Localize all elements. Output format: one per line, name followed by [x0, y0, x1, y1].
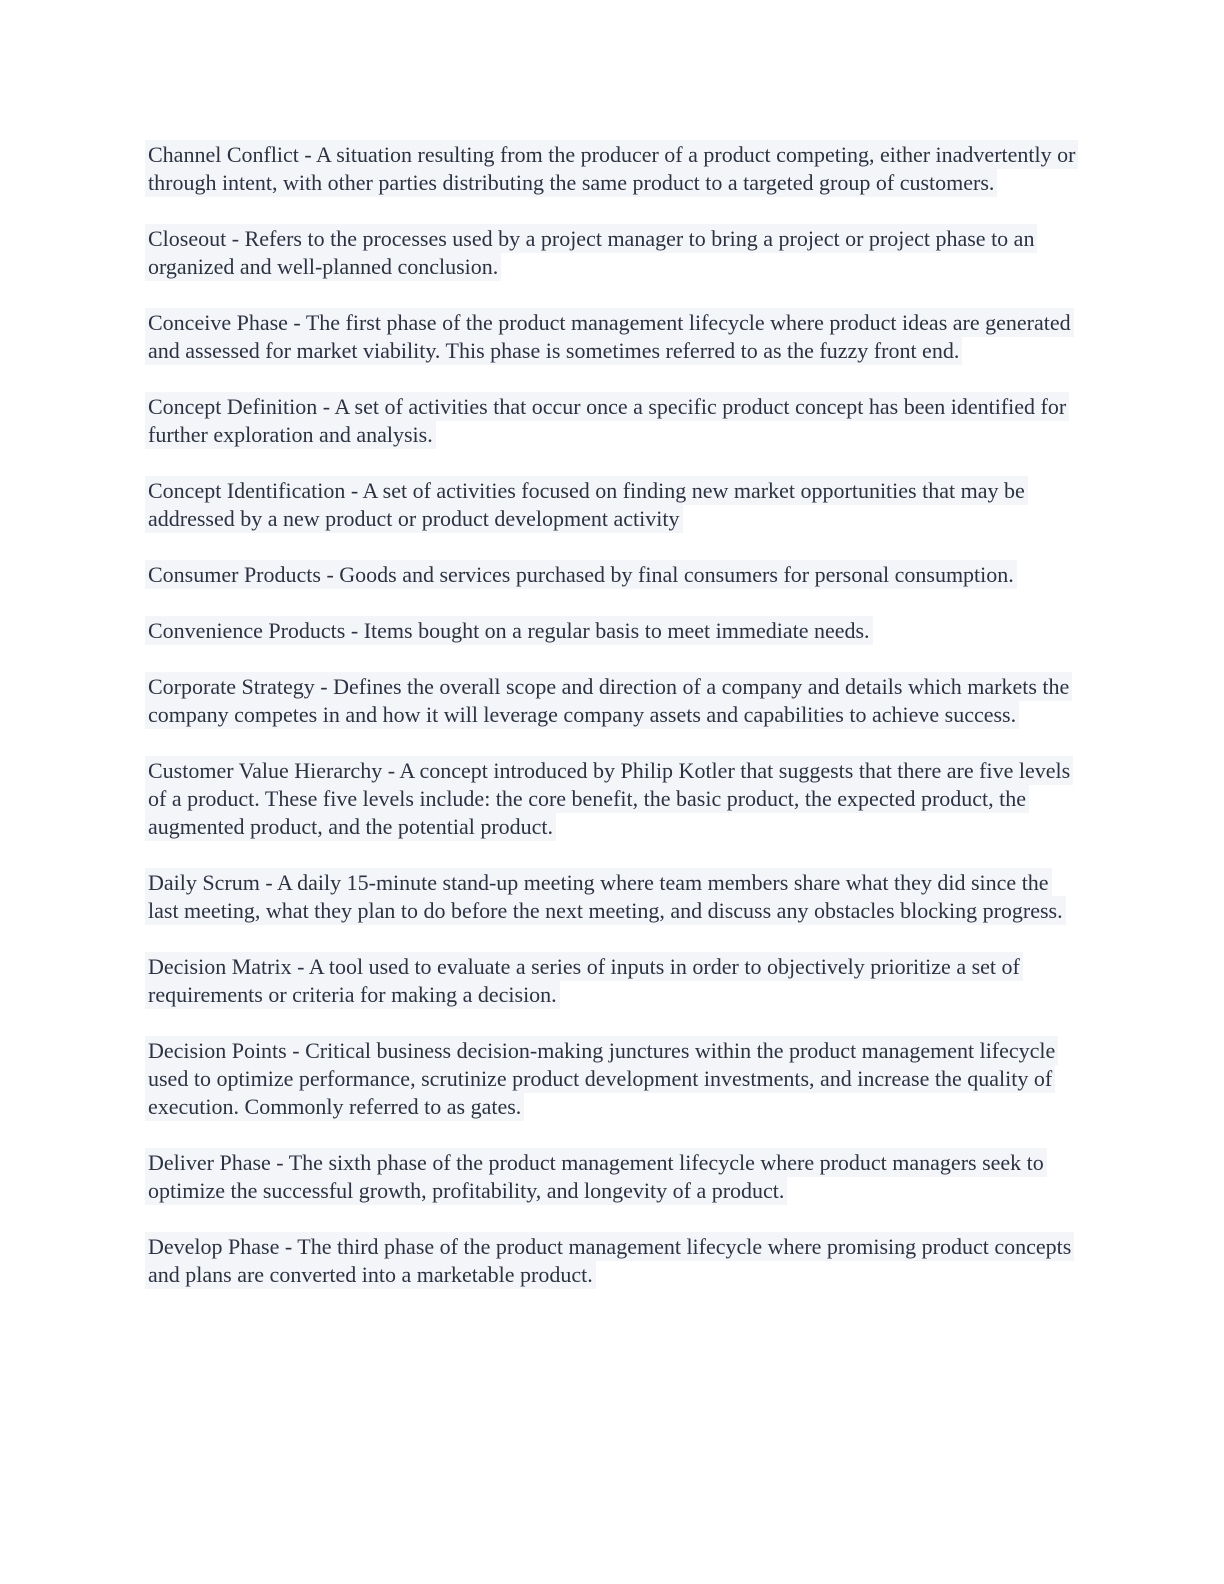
entry-definition: Defines the overall scope and direction of a company and details which markets the company competes in and how it will leverage company assets and capabilities to achieve success.	[148, 674, 1070, 727]
entry-definition: A tool used to evaluate a series of inputs in order to objectively prioritize a set of requirements or criteria for making a decision.	[148, 954, 1020, 1007]
glossary-entry	[145, 1233, 1081, 1289]
entry-text-highlight	[145, 1036, 1058, 1121]
entry-separator: -	[317, 394, 335, 419]
entry-text-highlight	[145, 756, 1073, 841]
glossary-entry	[145, 1037, 1081, 1121]
entry-separator: -	[291, 954, 309, 979]
glossary-entry	[145, 1149, 1081, 1205]
entry-text-highlight	[145, 952, 1023, 1009]
entry-definition: A set of activities that occur once a specific product concept has been identified for further exploration and analysis.	[148, 394, 1067, 447]
entry-term: Decision Points	[148, 1038, 287, 1063]
glossary-entry	[145, 225, 1081, 281]
glossary-entry	[145, 561, 1081, 589]
entry-text-highlight	[145, 560, 1017, 589]
entry-separator: -	[298, 142, 317, 167]
entry-term: Deliver Phase	[148, 1150, 271, 1175]
entry-separator: -	[259, 870, 277, 895]
glossary-entry	[145, 393, 1081, 449]
entry-text-highlight	[145, 616, 873, 645]
entry-text-highlight	[145, 224, 1037, 281]
entry-definition: The first phase of the product management lifecycle where product ideas are generated and assessed for market viability. This phase is sometimes referred to as the fuzzy front end.	[148, 310, 1071, 363]
entry-separator: -	[270, 1150, 289, 1175]
entry-term: Concept Definition	[148, 394, 318, 419]
entry-definition: Goods and services purchased by final consumers for personal consumption.	[339, 562, 1014, 587]
entry-text-highlight	[145, 1148, 1047, 1205]
entry-separator: -	[345, 478, 363, 503]
entry-text-highlight	[145, 868, 1066, 925]
glossary-entry	[145, 477, 1081, 533]
entry-term: Corporate Strategy	[148, 674, 315, 699]
glossary-entry	[145, 869, 1081, 925]
entry-separator: -	[345, 618, 364, 643]
entry-separator: -	[286, 1038, 306, 1063]
entry-term: Decision Matrix	[148, 954, 292, 979]
entry-term: Conceive Phase	[148, 310, 288, 335]
glossary-entry	[145, 617, 1081, 645]
entry-text-highlight	[145, 476, 1028, 533]
glossary-entry	[145, 953, 1081, 1009]
entry-definition: The sixth phase of the product management lifecycle where product managers seek to optimize the successful growth, profitability, and longevity of a product.	[148, 1150, 1044, 1203]
glossary-entry	[145, 673, 1081, 729]
glossary-list	[145, 141, 1081, 1289]
glossary-entry	[145, 757, 1081, 841]
entry-term: Customer Value Hierarchy	[148, 758, 383, 783]
entry-definition: A situation resulting from the producer of a product competing, either inadvertently or through intent, with other parties distributing the same product to a targeted group of customers.	[148, 142, 1076, 195]
glossary-entry	[145, 309, 1081, 365]
entry-separator: -	[320, 562, 340, 587]
entry-text-highlight	[145, 1232, 1074, 1289]
entry-term: Convenience Products	[148, 618, 346, 643]
entry-text-highlight	[145, 392, 1069, 449]
entry-text-highlight	[145, 672, 1072, 729]
entry-definition: A daily 15-minute stand-up meeting where team members share what they did since the last meeting, what they plan to do before the next meeting, and discuss any obstacles blocking progress.	[148, 870, 1063, 923]
entry-definition: A concept introduced by Philip Kotler that suggests that there are five levels of a product. These five levels include: the core benefit, the basic product, the expected product, the augmented product, and the potential product.	[148, 758, 1071, 839]
entry-separator: -	[279, 1234, 298, 1259]
entry-definition: Critical business decision-making junctures within the product management lifecycle used to optimize performance, scrutinize product development investments, and increase the quality of execution. Commonly referred to as gates.	[148, 1038, 1056, 1119]
entry-separator: -	[226, 226, 245, 251]
entry-term: Daily Scrum	[148, 870, 260, 895]
entry-term: Develop Phase	[148, 1234, 280, 1259]
entry-term: Consumer Products	[148, 562, 321, 587]
entry-term: Closeout	[148, 226, 227, 251]
entry-term: Concept Identification	[148, 478, 346, 503]
entry-separator: -	[314, 674, 334, 699]
entry-text-highlight	[145, 140, 1078, 197]
entry-text-highlight	[145, 308, 1074, 365]
entry-term: Channel Conflict	[148, 142, 299, 167]
entry-definition: Refers to the processes used by a project manager to bring a project or project phase to an organized and well-planned conclusion.	[148, 226, 1035, 279]
glossary-entry	[145, 141, 1081, 197]
entry-separator: -	[382, 758, 400, 783]
entry-separator: -	[287, 310, 306, 335]
entry-definition: The third phase of the product management lifecycle where promising product concepts and plans are converted into a marketable product.	[148, 1234, 1072, 1287]
entry-definition: Items bought on a regular basis to meet immediate needs.	[363, 618, 870, 643]
entry-definition: A set of activities focused on finding new market opportunities that may be addressed by a new product or product development activity	[148, 478, 1025, 531]
